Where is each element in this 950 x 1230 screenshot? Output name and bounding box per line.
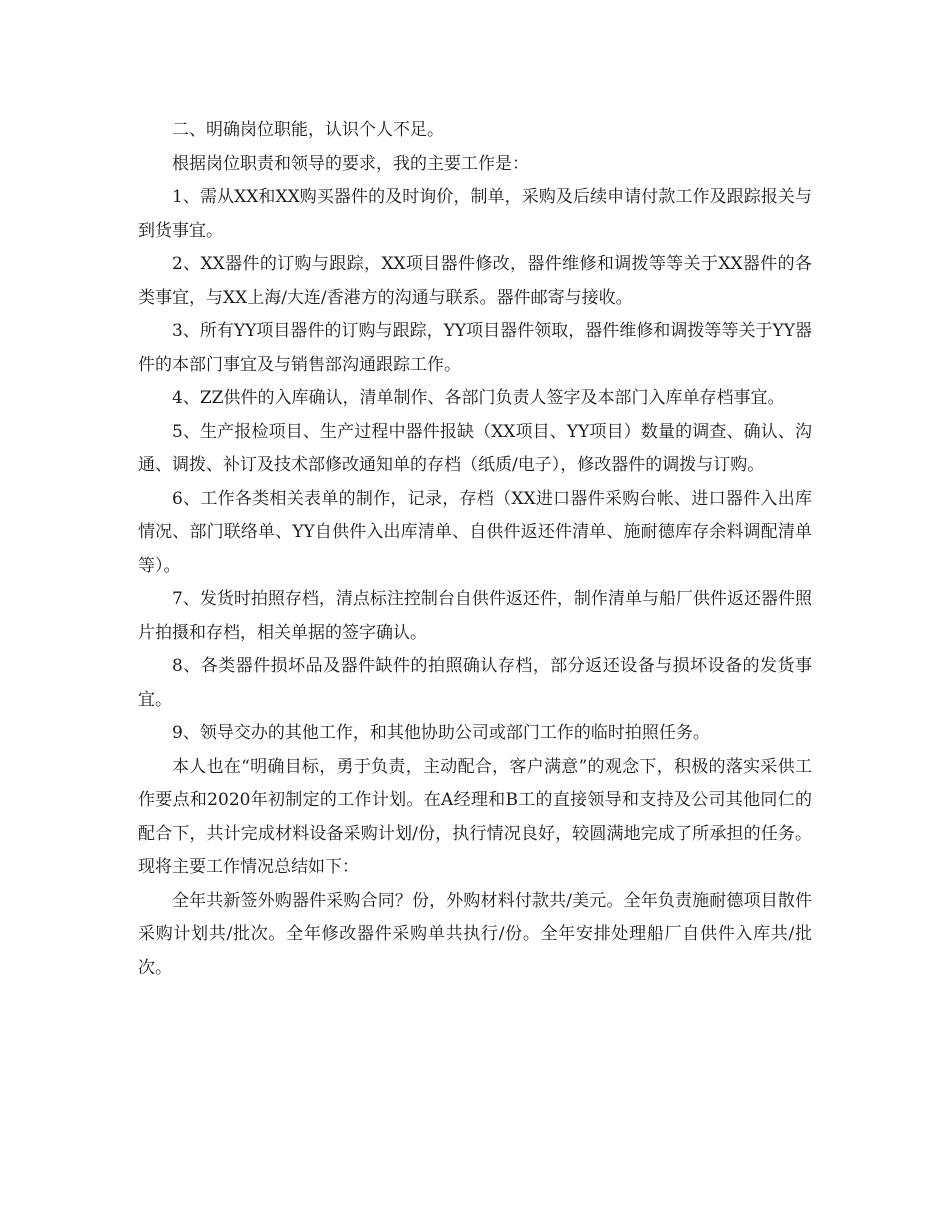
section-heading: 二、明确岗位职能，认识个人不足。	[172, 120, 444, 140]
duty-item-6: 6、工作各类相关表单的制作，记录，存档（XX进口器件采购台帐、进口器件入出库情况、部门联络单、YY自供件入出库清单、自供件返还件清单、施耐德库存余料调配清单等）。	[138, 488, 812, 576]
statistics-paragraph: 全年共新签外购器件采购合同？份，外购材料付款共/美元。全年负责施耐德项目散件采购计划共/批次。全年修改器件采购单共执行/份。全年安排处理船厂自供件入库共/批次。	[138, 890, 812, 978]
document-body	[138, 114, 812, 985]
duty-item-7: 7、发货时拍照存档，清点标注控制台自供件返还件，制作清单与船厂供件返还器件照片拍摄和存档，相关单据的签字确认。	[138, 589, 812, 643]
duty-item-1: 1、需从XX和XX购买器件的及时询价，制单，采购及后续申请付款工作及跟踪报关与到货事宜。	[138, 187, 812, 241]
duty-item-3: 3、所有YY项目器件的订购与跟踪，YY项目器件领取，器件维修和调拨等等关于YY器件的本部门事宜及与销售部沟通跟踪工作。	[138, 321, 812, 375]
duty-item-5: 5、生产报检项目、生产过程中器件报缺（XX项目、YY项目）数量的调查、确认、沟通、调拨、补订及技术部修改通知单的存档（纸质/电子），修改器件的调拨与订购。	[138, 421, 812, 475]
duty-item-4: 4、ZZ供件的入库确认，清单制作、各部门负责人签字及本部门入库单存档事宜。	[172, 388, 785, 408]
duty-item-9: 9、领导交办的其他工作，和其他协助公司或部门工作的临时拍照任务。	[172, 723, 710, 743]
intro-paragraph: 根据岗位职责和领导的要求，我的主要工作是：	[172, 153, 529, 174]
duty-item-2: 2、XX器件的订购与跟踪，XX项目器件修改，器件维修和调拨等等关于XX器件的各类事宜，与XX上海/大连/香港方的沟通与联系。器件邮寄与接收。	[138, 254, 812, 308]
duty-item-8: 8、各类器件损坏品及器件缺件的拍照确认存档，部分返还设备与损坏设备的发货事宜。	[138, 656, 812, 710]
summary-paragraph: 本人也在“明确目标，勇于负责，主动配合，客户满意”的观念下，积极的落实采供工作要点和2020年初制定的工作计划。在A经理和B工的直接领导和支持及公司其他同仁的配合下，共计完成材料设备采购计划/份，执行情况良好，较圆满地完成了所承担的任务。现将主要工作情况总结如下：	[138, 756, 812, 877]
